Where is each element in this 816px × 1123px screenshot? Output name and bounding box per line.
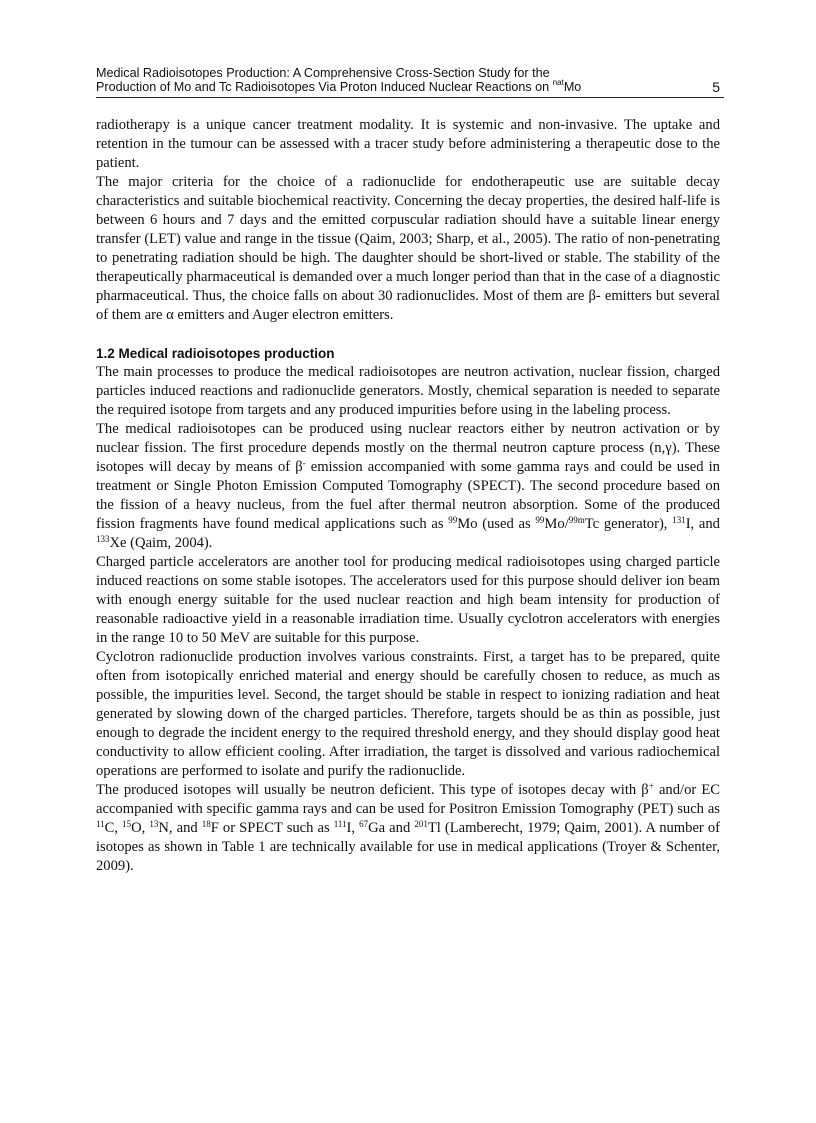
text-run: The main processes to produce the medical radioisotopes are neutron activation, nuclear fission, charged particles induced reactions and radionuclide generators. Mostly, chemical separation is needed to separate the required isotope from targets and any produced impurities before using in the labeling process. <box>96 364 720 418</box>
text-run: The produced isotopes will usually be neutron deficient. This type of isotopes decay with β <box>96 782 649 798</box>
header-superscript: nat <box>552 78 564 87</box>
superscript: 133 <box>96 534 110 544</box>
text-run: Cyclotron radionuclide production involves various constraints. First, a target has to be prepared, quite often from isotopically enriched material and energy should be carefully chosen to reduce, as much as possible, the impurities level. Second, the target should be stable in respect to ionizing radiation and heat generated by slowing down of the charged particles. Therefore, targets should be as thin as possible, just enough to degrade the incident energy to the required threshold energy, and they should display good heat conductivity to allow efficient cooling. After irradiation, the target is dissolved and various radiochemical operations are performed to isolate and purify the radionuclide. <box>96 649 720 779</box>
text-run: Mo (used as <box>457 516 536 532</box>
text-run: I, and <box>685 516 720 532</box>
superscript: 18 <box>201 819 211 829</box>
paragraph <box>96 648 720 781</box>
text-run: F or SPECT such as <box>210 820 334 836</box>
header-title-line-2 <box>96 80 724 94</box>
superscript: 11 <box>96 819 105 829</box>
paragraph <box>96 420 720 553</box>
text-run: Tl (Lamberecht, 1979; Qaim, 2001). A number of isotopes as shown in Table 1 are technically available for use in medical applications (Troyer & Schenter, 2009). <box>96 820 721 874</box>
text-run: emission accompanied with some gamma rays and could be used in treatment or Single Photon Emission Computed Tomography (SPECT). The second procedure based on the fission of a heavy nucleus, from the fuel after thermal neutron absorption. Some of the produced fission fragments have found medical applications such as <box>96 459 720 532</box>
header-title-line-1: Medical Radioisotopes Production: A Comprehensive Cross-Section Study for the <box>96 66 550 80</box>
running-header <box>96 66 724 98</box>
header-text: Production of Mo and Tc Radioisotopes Via Proton Induced Nuclear Reactions on <box>96 80 553 94</box>
page-body <box>96 116 720 876</box>
section-heading: 1.2 Medical radioisotopes production <box>96 346 335 361</box>
paragraphs-before <box>96 116 720 325</box>
superscript: 99m <box>568 515 585 525</box>
superscript: 131 <box>672 515 686 525</box>
superscript: 15 <box>122 819 132 829</box>
text-run: radiotherapy is a unique cancer treatment modality. It is systemic and non-invasive. The uptake and retention in the tumour can be assessed with a tracer study before administering a therapeutic dose to the patient. <box>96 117 720 171</box>
superscript: 99 <box>448 515 458 525</box>
superscript: 99 <box>535 515 545 525</box>
text-run: Charged particle accelerators are another tool for producing medical radioisotopes using charged particle induced reactions on some stable isotopes. The accelerators used for this purpose should deliver ion beam with enough energy suitable for the used nuclear reaction and high beam intensity for production of reasonable radioactive yield in a reasonable irradiation time. Usually cyclotron accelerators with energies in the range 10 to 50 MeV are suitable for this purpose. <box>96 554 720 646</box>
superscript: 13 <box>149 819 159 829</box>
superscript: 67 <box>359 819 369 829</box>
text-run: Xe (Qaim, 2004). <box>109 535 213 551</box>
text-run: Mo/ <box>544 516 569 532</box>
text-run: The medical radioisotopes can be produced using nuclear reactors either by neutron activation or by nuclear fission. The first procedure depends mostly on the thermal neutron capture process (n,γ). These isotopes will decay by means of β <box>96 421 720 475</box>
text-run: C, <box>104 820 123 836</box>
paragraph <box>96 173 720 325</box>
text-run: N, and <box>158 820 202 836</box>
paragraph <box>96 553 720 648</box>
text-run: Tc generator), <box>584 516 673 532</box>
text-run: and/or EC accompanied with specific gamma rays and can be used for Positron Emission Tomography (PET) such as <box>96 782 720 817</box>
paragraphs-after <box>96 363 720 876</box>
page-number: 5 <box>712 79 720 95</box>
text-run: O, <box>131 820 150 836</box>
header-text: Mo <box>563 80 582 94</box>
superscript: - <box>302 458 306 468</box>
superscript: 111 <box>333 819 347 829</box>
superscript: + <box>648 781 654 791</box>
text-run: I, <box>346 820 360 836</box>
text-run: The major criteria for the choice of a radionuclide for endotherapeutic use are suitable decay characteristics and suitable biochemical reactivity. Concerning the decay properties, the desired half-life is between 6 hours and 7 days and the emitted corpuscular radiation should have a suitable linear energy transfer (LET) value and range in the tissue (Qaim, 2003; Sharp, et al., 2005). The ratio of non-penetrating to penetrating radiation should be high. The daughter should be short-lived or stable. The stability of the therapeutically pharmaceutical is demanded over a much longer period than that in the case of a diagnostic pharmaceutical. Thus, the choice falls on about 30 radionuclides. Most of them are β- emitters but several of them are α emitters and Auger electron emitters. <box>96 174 720 323</box>
paragraph <box>96 363 720 420</box>
paragraph <box>96 116 720 173</box>
superscript: 201 <box>414 819 428 829</box>
paragraph <box>96 781 720 876</box>
text-run: Ga and <box>368 820 415 836</box>
